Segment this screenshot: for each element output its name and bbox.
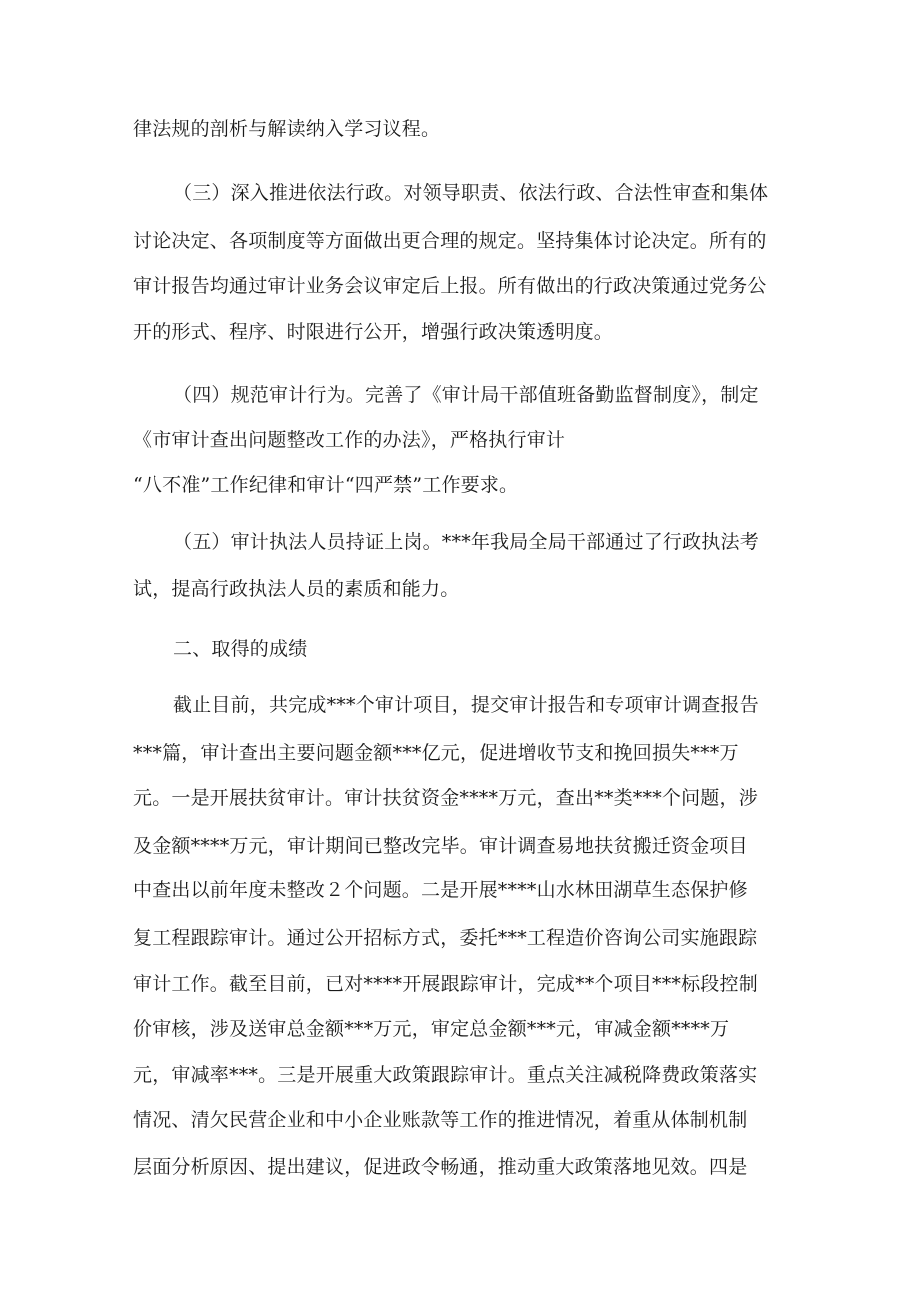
- paragraph-line: 元。一是开展扶贫审计。审计扶贫资金****万元，查出**类***个问题，涉: [133, 787, 758, 809]
- paragraph-line: 元，审减率***。三是开展重大政策跟踪审计。重点关注减税降费政策落实: [133, 1064, 758, 1086]
- paragraph-line: 律法规的剖析与解读纳入学习议程。: [133, 118, 441, 140]
- paragraph-line: 审计工作。截至目前，已对****开展跟踪审计，完成**个项目***标段控制: [133, 973, 758, 995]
- paragraph-line: 复工程跟踪审计。通过公开招标方式，委托***工程造价咨询公司实施跟踪: [133, 927, 758, 949]
- paragraph-line: 层面分析原因、提出建议，促进政令畅通，推动重大政策落地见效。四是: [133, 1156, 748, 1178]
- paragraph-line: ***篇，审计查出主要问题金额***亿元，促进增收节支和挽回损失***万: [133, 742, 739, 764]
- paragraph-line: 《市审计查出问题整改工作的办法》，严格执行审计: [133, 429, 566, 451]
- paragraph-line: 情况、清欠民营企业和中小企业账款等工作的推进情况，着重从体制机制: [133, 1109, 748, 1131]
- paragraph-line: 截止目前，共完成***个审计项目，提交审计报告和专项审计调查报告: [173, 694, 759, 716]
- paragraph-line: 开的形式、程序、时限进行公开，增强行政决策透明度。: [133, 321, 614, 343]
- paragraph-line: （四）规范审计行为。完善了《审计局干部值班备勤监督制度》，制定: [173, 384, 759, 406]
- paragraph-line: 讨论决定、各项制度等方面做出更合理的规定。坚持集体讨论决定。所有的: [133, 230, 767, 252]
- paragraph-line: 及金额****万元，审计期间已整改完毕。审计调查易地扶贫搬迁资金项目: [133, 835, 748, 857]
- paragraph-line: 审计报告均通过审计业务会议审定后上报。所有做出的行政决策通过党务公: [133, 275, 767, 297]
- paragraph-line: 中查出以前年度未整改２个问题。二是开展****山水林田湖草生态保护修: [133, 879, 748, 901]
- paragraph-line: （五）审计执法人员持证上岗。***年我局全局干部通过了行政执法考: [173, 531, 759, 553]
- paragraph-line: （三）深入推进依法行政。对领导职责、依法行政、合法性审查和集体: [173, 182, 769, 204]
- paragraph-line: 价审核，涉及送审总金额***万元，审定总金额***元，审减金额****万: [133, 1018, 730, 1040]
- paragraph-line: “八不准”工作纪律和审计“四严禁”工作要求。: [133, 474, 519, 496]
- section-heading: 二、取得的成绩: [173, 638, 308, 660]
- paragraph-line: 试，提高行政执法人员的素质和能力。: [133, 578, 460, 600]
